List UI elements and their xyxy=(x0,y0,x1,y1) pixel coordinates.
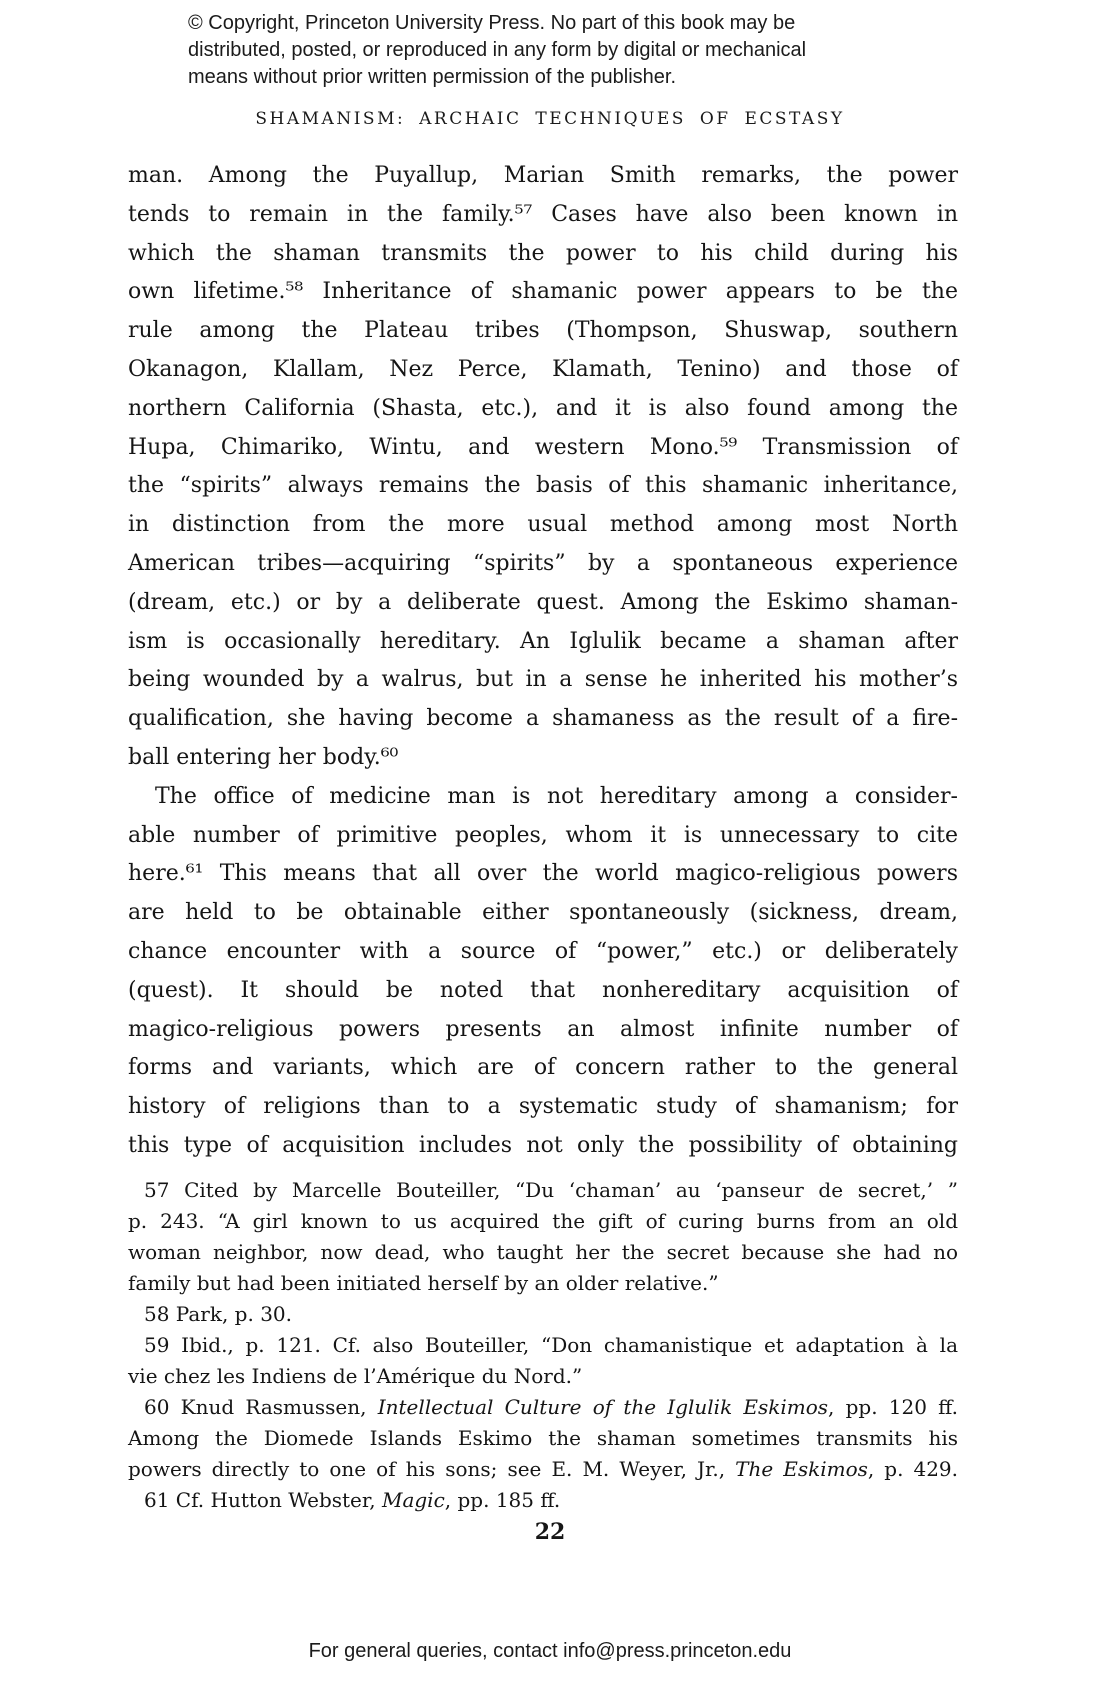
footnote-line xyxy=(128,1423,958,1454)
text-segment: able number of primitive peoples, whom it is unnecessary to cite xyxy=(128,822,958,848)
copyright-line: © Copyright, Princeton University Press. No part of this book may be xyxy=(188,12,796,34)
copyright-line: distributed, posted, or reproduced in any form by digital or mechanical xyxy=(188,39,807,61)
page-number: 22 xyxy=(534,1519,566,1545)
text-segment: tends to remain in the family.⁵⁷ Cases have also been known in xyxy=(128,201,958,227)
text-segment: (quest). It should be noted that nonhereditary acquisition of xyxy=(128,977,958,1003)
body-line xyxy=(128,506,958,545)
text-segment: are held to be obtainable either spontaneously (sickness, dream, xyxy=(128,900,958,926)
body-line xyxy=(128,739,958,778)
footnote-line xyxy=(128,1175,958,1206)
body-line xyxy=(128,933,958,972)
text-segment: 58 Park, p. 30. xyxy=(144,1301,293,1326)
text-segment: this type of acquisition includes not only the possibility of obtaining xyxy=(128,1132,958,1158)
body-line xyxy=(128,429,958,468)
body-line xyxy=(128,972,958,1011)
text-segment: 60 Knud Rasmussen, xyxy=(144,1394,378,1419)
text-segment: being wounded by a walrus, but in a sense he inherited his mother’s xyxy=(128,667,958,693)
footnote-line xyxy=(128,1485,958,1516)
text-segment: p. 243. “A girl known to us acquired the gift of curing burns from an old xyxy=(128,1208,958,1233)
body-line xyxy=(128,235,958,274)
italic-text: Intellectual Culture of the Iglulik Eskimos xyxy=(377,1394,829,1419)
body-line xyxy=(128,855,958,894)
text-segment: family but had been initiated herself by an older relative.” xyxy=(128,1270,719,1295)
text-segment: Hupa, Chimariko, Wintu, and western Mono.⁵⁹ Transmission of xyxy=(128,434,958,460)
body-line xyxy=(128,661,958,700)
text-segment: qualification, she having become a shamaness as the result of a fire- xyxy=(128,706,958,732)
body-line xyxy=(128,1049,958,1088)
body-line xyxy=(128,196,958,235)
text-segment: Among the Diomede Islands Eskimo the shaman sometimes transmits his xyxy=(128,1425,958,1450)
text-segment: ball entering her body.⁶⁰ xyxy=(128,744,399,770)
text-segment: Okanagon, Klallam, Nez Perce, Klamath, Tenino) and those of xyxy=(128,356,958,382)
text-segment: ism is occasionally hereditary. An Iglulik became a shaman after xyxy=(128,628,958,654)
copyright-line: means without prior written permission of the publisher. xyxy=(188,66,677,88)
footer-contact: For general queries, contact info@press.princeton.edu xyxy=(308,1640,792,1662)
footnote-line xyxy=(128,1206,958,1237)
body-line xyxy=(128,467,958,506)
body-line xyxy=(128,817,958,856)
text-segment: powers directly to one of his sons; see E. M. Weyer, Jr., xyxy=(128,1456,736,1481)
text-segment: history of religions than to a systematic study of shamanism; for xyxy=(128,1094,958,1120)
text-segment: 57 Cited by Marcelle Bouteiller, “Du ‘chaman’ au ‘panseur de secret,’ ” xyxy=(144,1177,958,1202)
text-segment: the “spirits” always remains the basis of this shamanic inheritance, xyxy=(128,473,958,499)
copyright-notice xyxy=(188,10,806,91)
body-line xyxy=(128,700,958,739)
body-text xyxy=(128,157,958,1166)
text-segment: chance encounter with a source of “power,” etc.) or deliberately xyxy=(128,938,958,964)
text-segment: 59 Ibid., p. 121. Cf. also Bouteiller, “Don chamanistique et adaptation à la xyxy=(144,1332,958,1357)
text-segment: which the shaman transmits the power to his child during his xyxy=(128,240,958,266)
body-line xyxy=(128,1011,958,1050)
footnote-line xyxy=(128,1237,958,1268)
text-segment: here.⁶¹ This means that all over the world magico-religious powers xyxy=(128,861,958,887)
body-line xyxy=(128,157,958,196)
text-segment: , p. 429. xyxy=(867,1456,959,1481)
body-line xyxy=(128,623,958,662)
body-line xyxy=(128,1127,958,1166)
body-line xyxy=(128,778,958,817)
italic-text: Magic xyxy=(381,1487,445,1512)
text-segment: (dream, etc.) or by a deliberate quest. Among the Eskimo shaman- xyxy=(128,589,958,615)
text-segment: own lifetime.⁵⁸ Inheritance of shamanic power appears to be the xyxy=(128,279,958,305)
text-segment: , pp. 120 ff. xyxy=(828,1394,958,1419)
body-line xyxy=(128,273,958,312)
text-segment: forms and variants, which are of concern rather to the general xyxy=(128,1055,958,1081)
body-line xyxy=(128,894,958,933)
footnotes xyxy=(128,1175,958,1516)
footnote-line xyxy=(128,1454,958,1485)
text-segment: rule among the Plateau tribes (Thompson, Shuswap, southern xyxy=(128,318,958,344)
body-line xyxy=(128,584,958,623)
text-segment: man. Among the Puyallup, Marian Smith remarks, the power xyxy=(128,163,958,188)
text-segment: vie chez les Indiens de l’Amérique du Nord.” xyxy=(128,1363,583,1388)
footnote-line xyxy=(128,1299,958,1330)
italic-text: The Eskimos xyxy=(735,1456,868,1481)
body-line xyxy=(128,390,958,429)
text-segment: The office of medicine man is not hereditary among a consider- xyxy=(155,783,958,809)
text-segment: in distinction from the more usual method among most North xyxy=(128,512,958,538)
text-block xyxy=(128,157,958,1516)
body-line xyxy=(128,545,958,584)
footnote-line xyxy=(128,1392,958,1423)
footnote-line xyxy=(128,1268,958,1299)
text-segment: northern California (Shasta, etc.), and it is also found among the xyxy=(128,395,958,421)
text-segment: 61 Cf. Hutton Webster, xyxy=(144,1487,382,1512)
text-segment: , pp. 185 ff. xyxy=(444,1487,561,1512)
text-segment: American tribes—acquiring “spirits” by a spontaneous experience xyxy=(128,550,958,576)
text-segment: woman neighbor, now dead, who taught her the secret because she had no xyxy=(128,1239,958,1264)
footnote-line xyxy=(128,1330,958,1361)
text-segment: magico-religious powers presents an almost infinite number of xyxy=(128,1016,958,1042)
body-line xyxy=(128,312,958,351)
running-head: SHAMANISM: ARCHAIC TECHNIQUES OF ECSTASY xyxy=(255,109,845,129)
footnote-line xyxy=(128,1361,958,1392)
body-line xyxy=(128,1088,958,1127)
body-line xyxy=(128,351,958,390)
